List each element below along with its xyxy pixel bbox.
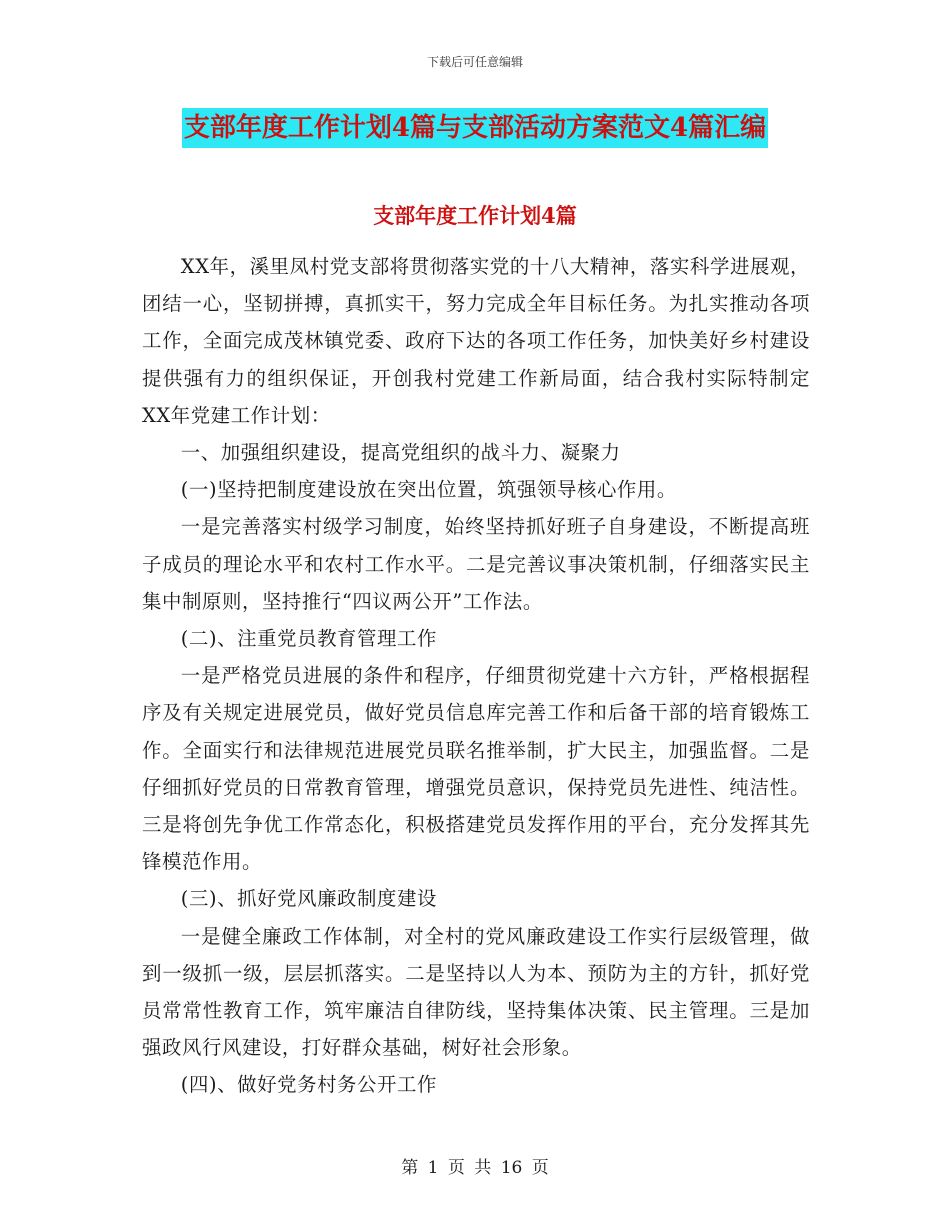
subheading-1: (一)坚持把制度建设放在突出位置，筑强领导核心作用。 — [180, 478, 677, 502]
subheading-2: (二)、注重党员教育管理工作 — [180, 627, 438, 651]
heading-1: 一、加强组织建设，提高党组织的战斗力、凝聚力 — [180, 441, 621, 465]
subheading-3: (三)、抓好党风廉政制度建设 — [180, 887, 438, 911]
section-title: 支部年度工作计划4篇 — [373, 203, 577, 228]
document-title-container — [0, 108, 950, 148]
document-title: 支部年度工作计划4篇与支部活动方案范文4篇汇编 — [182, 108, 768, 148]
subheading-4: (四)、做好党务村务公开工作 — [180, 1073, 438, 1097]
document-body — [142, 248, 810, 1104]
paragraph-1: 一是完善落实村级学习制度，始终坚持抓好班子自身建设，不断提高班子成员的理论水平和农村工作水平。二是完善议事决策机制，仔细落实民主集中制原则，坚持推行“四议两公开”工作法。 — [142, 515, 810, 613]
paragraph-3: 一是健全廉政工作体制，对全村的党风廉政建设工作实行层级管理，做到一级抓一级，层层抓落实。二是坚持以人为本、预防为主的方针，抓好党员常常性教育工作，筑牢廉洁自律防线，坚持集体决策、民主管理。三是加强政风行风建设，打好群众基础，树好社会形象。 — [142, 924, 810, 1060]
paragraph-intro: XX年，溪里凤村党支部将贯彻落实党的十八大精神，落实科学进展观，团结一心，坚韧拼搏，真抓实干，努力完成全年目标任务。为扎实推动各项工作，全面完成茂林镇党委、政府下达的各项工作任务，加快美好乡村建设提供强有力的组织保证，开创我村党建工作新局面，结合我村实际特制定XX年党建工作计划： — [142, 255, 810, 427]
page-header-note: 下载后可任意编辑 — [426, 55, 523, 69]
paragraph-2: 一是严格党员进展的条件和程序，仔细贯彻党建十六方针，严格根据程序及有关规定进展党员，做好党员信息库完善工作和后备干部的培育锻炼工作。全面实行和法律规范进展党员联名推举制，扩大民主，加强监督。二是仔细抓好党员的日常教育管理，增强党员意识，保持党员先进性、纯洁性。三是将创先争优工作常态化，积极搭建党员发挥作用的平台，充分发挥其先锋模范作用。 — [142, 664, 810, 874]
page-number-footer: 第 1 页 共 16 页 — [401, 1158, 549, 1178]
